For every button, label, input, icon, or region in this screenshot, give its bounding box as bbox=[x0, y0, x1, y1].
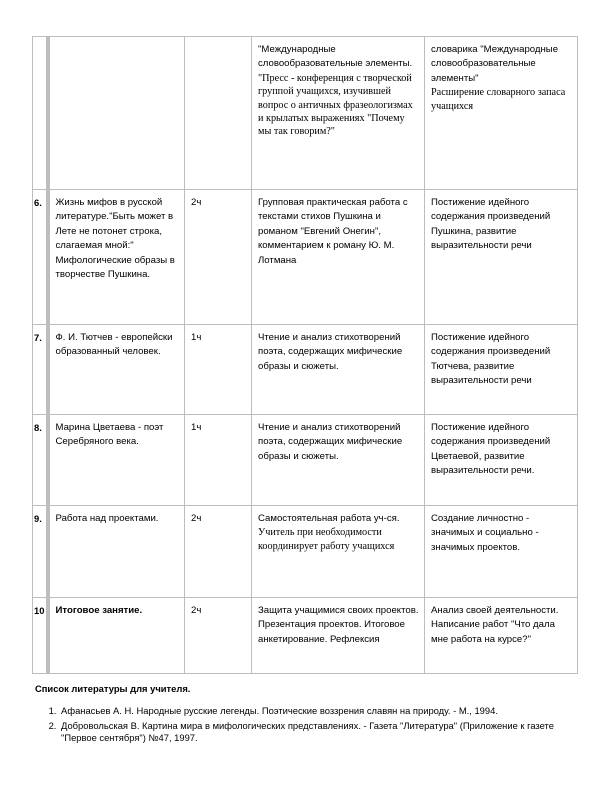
hours-cell: 2ч bbox=[185, 506, 252, 598]
row-number-cell: 6. bbox=[33, 190, 48, 325]
curriculum-table bbox=[32, 36, 578, 674]
result-cell: Постижение идейного содержания произведений Тютчева, развитие выразительности речи bbox=[425, 325, 578, 415]
table-row bbox=[33, 415, 578, 506]
topic-cell bbox=[48, 37, 185, 190]
activity-extra-text: "Пресс - конференция с творческой группой учащихся, изучившей вопрос о античных фразеологизмах и крылатых выражениях "Почему мы так говорим?" bbox=[258, 72, 413, 138]
literature-item: 2. Добровольская В. Картина мира в мифологических представлениях. - Газета "Литература" (Приложение к газете "Первое сентября") №47, 1997. bbox=[59, 720, 580, 745]
topic-cell: Итоговое занятие. bbox=[48, 598, 185, 674]
table-row bbox=[33, 37, 578, 190]
activity-extra-text: Учитель при необходимости координирует работу учащихся bbox=[258, 527, 395, 552]
hours-cell: 1ч bbox=[185, 325, 252, 415]
row-number-cell: 8. bbox=[33, 415, 48, 506]
result-cell: Постижение идейного содержания произведений Пушкина, развитие выразительности речи bbox=[425, 190, 578, 325]
literature-item: 1. Афанасьев А. Н. Народные русские легенды. Поэтические воззрения славян на природу. - М., 1994. bbox=[59, 705, 580, 718]
activity-cell: Чтение и анализ стихотворений поэта, содержащих мифические образы и сюжеты. bbox=[252, 325, 425, 415]
result-cell bbox=[425, 37, 578, 190]
row-number-cell: 9. bbox=[33, 506, 48, 598]
activity-text: "Международные словообразовательные элементы. bbox=[258, 44, 413, 70]
hours-cell: 2ч bbox=[185, 598, 252, 674]
hours-cell bbox=[185, 37, 252, 190]
activity-text: Самостоятельная работа уч-ся. bbox=[258, 513, 400, 524]
hours-cell: 1ч bbox=[185, 415, 252, 506]
result-cell: Создание личностно - значимых и социально - значимых проектов. bbox=[425, 506, 578, 598]
result-extra-text: Расширение словарного запаса учащихся bbox=[431, 87, 566, 112]
row-number-cell: 7. bbox=[33, 325, 48, 415]
literature-heading: Список литературы для учителя. bbox=[35, 683, 191, 694]
activity-cell bbox=[252, 37, 425, 190]
result-text: словарика "Международные словообразовательные элементы" bbox=[431, 44, 559, 84]
result-cell: Анализ своей деятельности. Написание работ "Что дала мне работа на курсе?" bbox=[425, 598, 578, 674]
table-row bbox=[33, 506, 578, 598]
row-number-cell bbox=[33, 37, 48, 190]
topic-cell: Работа над проектами. bbox=[48, 506, 185, 598]
activity-cell: Групповая практическая работа с текстами стихов Пушкина и романом "Евгений Онегин", комментарием к роману Ю. М. Лотмана bbox=[252, 190, 425, 325]
activity-cell: Защита учащимися своих проектов. Презентация проектов. Итоговое анкетирование. Рефлексия bbox=[252, 598, 425, 674]
result-cell: Постижение идейного содержания произведений Цветаевой, развитие выразительности речи. bbox=[425, 415, 578, 506]
table-row bbox=[33, 598, 578, 674]
literature-section bbox=[35, 683, 580, 747]
topic-cell: Жизнь мифов в русской литературе."Быть может в Лете не потонет строка, слагаемая мной:" Мифологические образы в творчестве Пушкина. bbox=[48, 190, 185, 325]
table-row bbox=[33, 325, 578, 415]
topic-cell: Марина Цветаева - поэт Серебряного века. bbox=[48, 415, 185, 506]
literature-list bbox=[35, 705, 580, 745]
row-number-cell: 10 bbox=[33, 598, 48, 674]
activity-cell: Чтение и анализ стихотворений поэта, содержащих мифические образы и сюжеты. bbox=[252, 415, 425, 506]
topic-cell: Ф. И. Тютчев - европейски образованный человек. bbox=[48, 325, 185, 415]
table-row bbox=[33, 190, 578, 325]
activity-cell bbox=[252, 506, 425, 598]
hours-cell: 2ч bbox=[185, 190, 252, 325]
